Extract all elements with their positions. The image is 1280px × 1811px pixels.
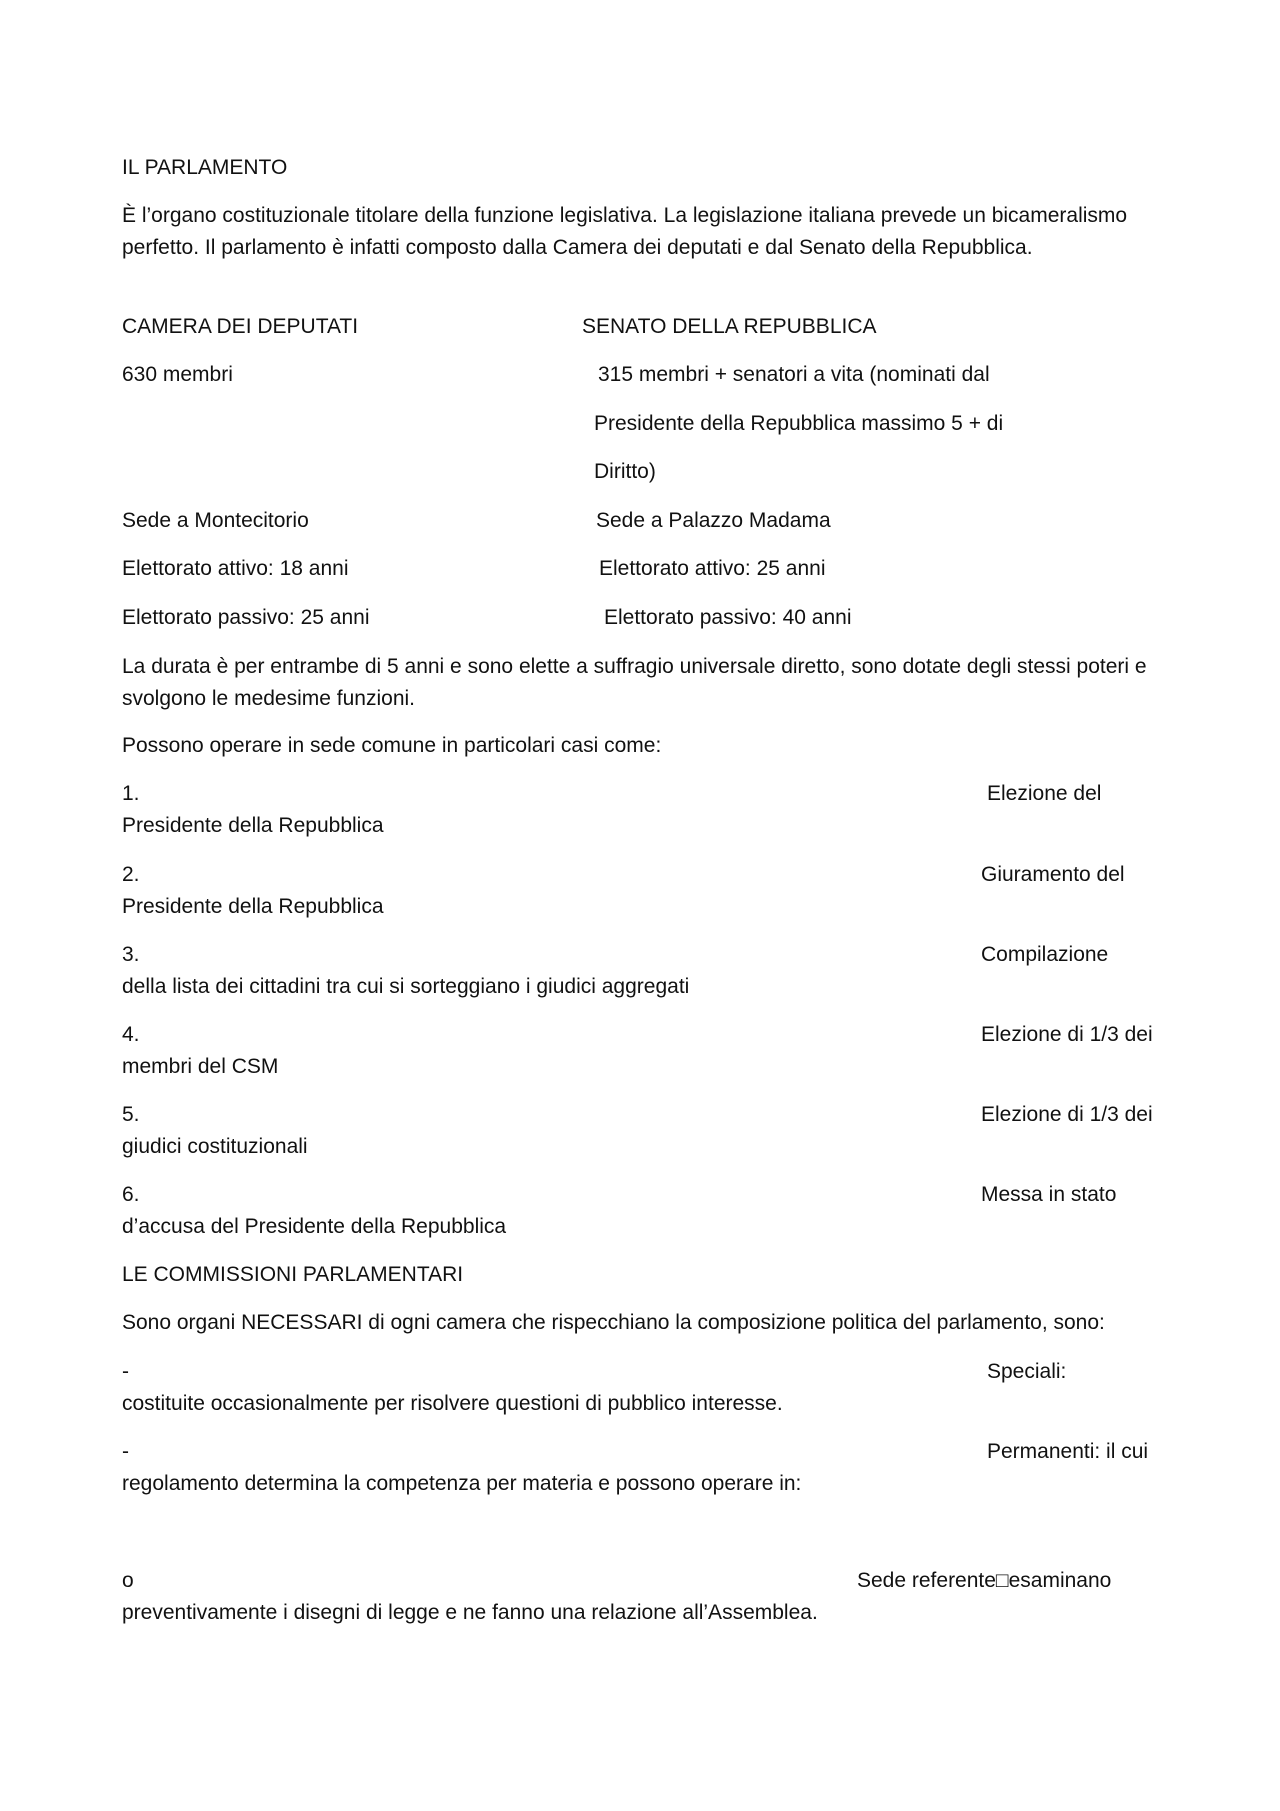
list-item-text: Elezione di 1/3 dei [981,1103,1153,1126]
camera-elettorato-passivo: Elettorato passivo: 25 anni [122,606,370,629]
commissioni-intro: Sono organi NECESSARI di ogni camera che rispecchiano la composizione politica del parlamento, sono: [122,1311,1105,1334]
sublist-item-text: Sede referente□esaminano [857,1569,1112,1592]
intro-paragraph: È l’organo costituzionale titolare della funzione legislativa. La legislazione italiana prevede un bicameralismo perfetto. Il parlamento è infatti composto dalla Camera dei deputati e dal Senato della Repubblica. [122,204,1128,259]
list-item-text: Elezione del [987,782,1102,805]
commissioni-title: LE COMMISSIONI PARLAMENTARI [122,1263,464,1286]
list-bullet: - [122,1360,129,1383]
doc-title: IL PARLAMENTO [122,156,288,179]
list-item-continuation: giudici costituzionali [122,1135,308,1158]
sede-comune-intro: Possono operare in sede comune in particolari casi come: [122,734,662,757]
list-item-continuation: Presidente della Repubblica [122,814,384,837]
camera-membri: 630 membri [122,363,233,386]
list-item-text: Speciali: [987,1360,1067,1383]
senato-heading: SENATO DELLA REPUBBLICA [582,315,877,338]
list-item-text: Compilazione [981,943,1109,966]
durata-paragraph: La durata è per entrambe di 5 anni e sono elette a suffragio universale diretto, sono dotate degli stessi poteri e svolgono le medesime funzioni. [122,655,1147,710]
list-item-text: Elezione di 1/3 dei [981,1023,1153,1046]
senato-elettorato-passivo: Elettorato passivo: 40 anni [604,606,852,629]
senato-sede: Sede a Palazzo Madama [596,509,831,532]
list-item-number: 3. [122,943,140,966]
senato-elettorato-attivo: Elettorato attivo: 25 anni [599,557,826,580]
list-item-continuation: regolamento determina la competenza per materia e possono operare in: [122,1472,802,1495]
list-item-number: 5. [122,1103,140,1126]
senato-membri-line2: Presidente della Repubblica massimo 5 + di [594,412,1004,435]
list-item-number: 4. [122,1023,140,1046]
sublist-item-continuation: preventivamente i disegni di legge e ne fanno una relazione all’Assemblea. [122,1601,818,1624]
list-item-text: Permanenti: il cui [987,1440,1149,1463]
list-item-number: 2. [122,863,140,886]
list-item-continuation: Presidente della Repubblica [122,895,384,918]
sublist-bullet: o [122,1569,134,1592]
list-item-continuation: d’accusa del Presidente della Repubblica [122,1215,507,1238]
senato-membri-line3: Diritto) [594,460,656,483]
list-item-text: Giuramento del [981,863,1125,886]
camera-elettorato-attivo: Elettorato attivo: 18 anni [122,557,349,580]
senato-membri-line1: 315 membri + senatori a vita (nominati dal [598,363,990,386]
list-item-continuation: costituite occasionalmente per risolvere questioni di pubblico interesse. [122,1392,783,1415]
list-item-number: 6. [122,1183,140,1206]
camera-heading: CAMERA DEI DEPUTATI [122,315,359,338]
list-item-continuation: della lista dei cittadini tra cui si sorteggiano i giudici aggregati [122,975,690,998]
camera-sede: Sede a Montecitorio [122,509,309,532]
list-item-continuation: membri del CSM [122,1055,279,1078]
list-bullet: - [122,1440,129,1463]
list-item-number: 1. [122,782,140,805]
list-item-text: Messa in stato [981,1183,1117,1206]
